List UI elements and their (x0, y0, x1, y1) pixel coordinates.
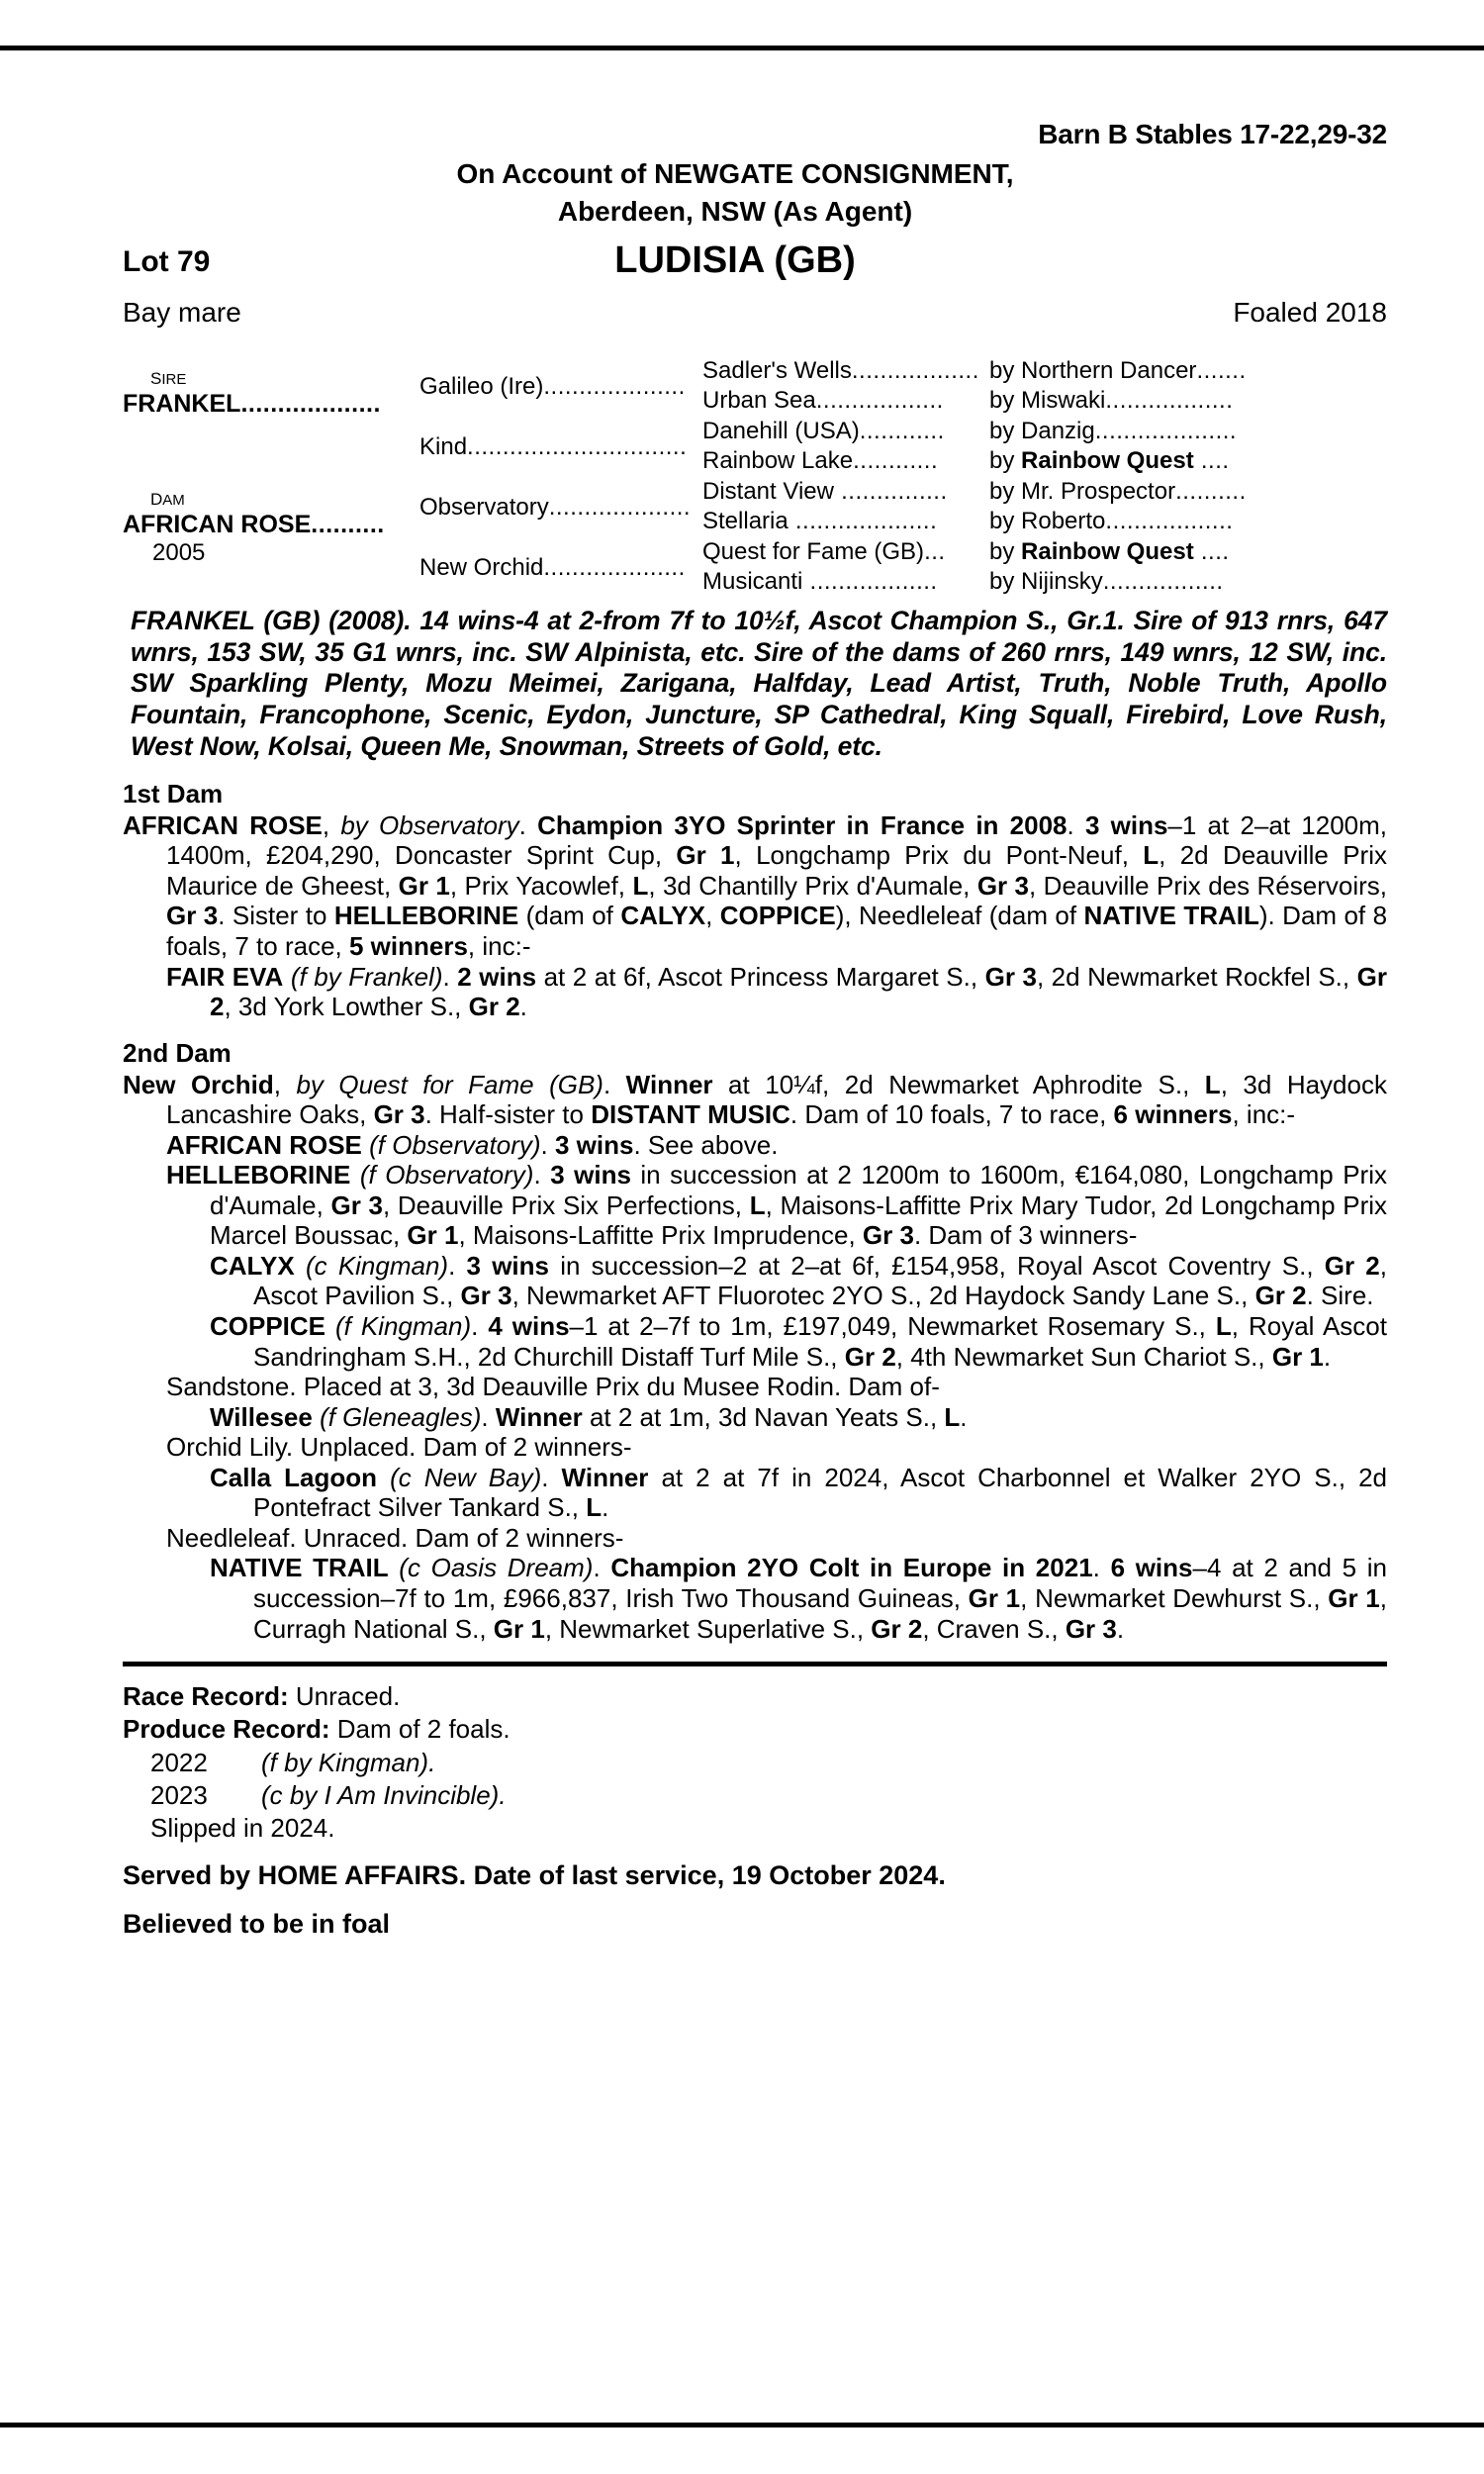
pedigree-g4-name: Danzig (1021, 417, 1095, 444)
barn-stables-label: Barn B Stables 17-22,29-32 (1038, 119, 1387, 149)
first-dam-heading: 1st Dam (123, 778, 224, 809)
pedigree-g2-row (419, 356, 696, 417)
pedigree-g4-row (989, 477, 1387, 508)
pedigree-g3-name: Rainbow Lake (702, 447, 854, 475)
sire-name-dots: ................... (240, 390, 381, 419)
pedigree-g4-by: by (989, 417, 1022, 444)
pedigree-g4-dots: .................... (1094, 417, 1238, 444)
pedigree-g2-name: Galileo (Ire) (419, 372, 544, 400)
dam-name (123, 511, 419, 539)
produce-record-label: Produce Record: (123, 1714, 330, 1745)
pedigree-g3-name: Distant View (702, 477, 834, 505)
pedigree-g4-name: Rainbow Quest (1021, 447, 1194, 475)
pedigree-g3-row (702, 507, 989, 537)
pedigree-g3-dots: ............... (833, 477, 948, 505)
pedigree-g3-row (702, 477, 989, 508)
pedigree-g3-dots: .................. (851, 356, 979, 384)
produce-detail: (c by I Am Invincible). (261, 1779, 507, 1810)
page-top-rule (0, 46, 1484, 50)
sire-name (123, 390, 419, 419)
pedigree-g3-dots: ............ (859, 417, 945, 444)
colour-and-sex: Bay mare (123, 296, 241, 328)
pedigree-g3-dots: .................... (788, 508, 938, 535)
pedigree-g4-by: by (989, 508, 1022, 535)
page-content (123, 119, 1387, 1943)
produce-row (123, 1747, 1387, 1779)
pedigree-g4-by: by (989, 447, 1022, 475)
dam-block (123, 485, 419, 567)
pedigree-table (123, 356, 1387, 602)
pedigree-g3-name: Sadler's Wells (702, 356, 852, 384)
pedigree-entry: COPPICE (f Kingman). 4 wins–1 at 2–7f to 1m, £197,049, Newmarket Rosemary S., L, Royal Ascot Sandringham S.H., 2d Churchill Distaff Turf Mile S., Gr 2, 4th Newmarket Sun Chariot S., Gr 1. (210, 1311, 1387, 1372)
race-record-label: Race Record: (123, 1681, 289, 1712)
pedigree-g4-by: by (989, 477, 1022, 505)
pedigree-g4-name: Miswaki (1021, 387, 1106, 415)
records-divider (123, 1662, 1387, 1666)
produce-record-line (123, 1713, 1387, 1746)
pedigree-generation-1 (123, 356, 419, 602)
pedigree-g4-name: Rainbow Quest (1021, 537, 1194, 565)
pedigree-g4-row (989, 507, 1387, 537)
pedigree-g3-name: Urban Sea (702, 387, 816, 415)
pedigree-g2-row (419, 537, 696, 598)
pedigree-g2-row (419, 417, 696, 477)
pedigree-entry: New Orchid, by Quest for Fame (GB). Winner at 10¼f, 2d Newmarket Aphrodite S., L, 3d Haydock Lancashire Oaks, Gr 3. Half-sister to DISTANT MUSIC. Dam of 10 foals, 7 to race, 6 winners, inc:- (123, 1069, 1387, 1130)
pedigree-g3-name: Stellaria (702, 508, 788, 535)
pedigree-g4-dots: ....... (1196, 356, 1247, 384)
pedigree-g2-name: Observatory (419, 493, 549, 521)
dam-foaled-year: 2005 (152, 539, 206, 567)
pedigree-entry: Calla Lagoon (c New Bay). Winner at 2 at 7f in 2024, Ascot Charbonnel et Walker 2YO S., 2d Pontefract Silver Tankard S., L. (210, 1462, 1387, 1523)
dam-label: dam (150, 483, 185, 511)
page-bottom-rule (0, 2423, 1484, 2427)
pedigree-g4-dots: ................. (1102, 568, 1224, 596)
pedigree-g4-name: Mr. Prospector (1021, 477, 1176, 505)
pedigree-g4-row (989, 417, 1387, 447)
pedigree-g4-dots: .......... (1175, 477, 1247, 505)
pedigree-g3-dots: ............ (853, 447, 939, 475)
pedigree-g4-name: Roberto (1021, 508, 1106, 535)
sire-label: sire (150, 362, 187, 390)
dam-name-dots: .......... (311, 511, 385, 539)
pedigree-g4-row (989, 386, 1387, 417)
pedigree-g2-dots: .................... (548, 493, 692, 521)
pedigree-g4-dots: .... (1193, 447, 1230, 475)
pedigree-g4-dots: .................. (1105, 387, 1234, 415)
pedigree-g3-row (702, 567, 989, 598)
pedigree-g2-dots: .................... (543, 372, 686, 400)
pedigree-entry: CALYX (c Kingman). 3 wins in succession–2 at 2–at 6f, £154,958, Royal Ascot Coventry S., Gr 2, Ascot Pavilion S., Gr 3, Newmarket AFT Fluorotec 2YO S., 2d Haydock Sandy Lane S., Gr 2. Sire. (210, 1250, 1388, 1311)
pedigree-g2-name: Kind (419, 432, 468, 460)
pedigree-g2-name: New Orchid (419, 553, 544, 581)
consignor-line-2: Aberdeen, NSW (As Agent) (557, 196, 913, 228)
second-dam-heading: 2nd Dam (123, 1037, 232, 1068)
race-record-line (123, 1680, 1387, 1713)
pedigree-entry: NATIVE TRAIL (c Oasis Dream). Champion 2YO Colt in Europe in 2021. 6 wins–4 at 2 and 5 in succession–7f to 1m, £966,837, Irish Two Thousand Guineas, Gr 1, Newmarket Dewhurst S., Gr 1, Curragh National S., Gr 1, Newmarket Superlative S., Gr 2, Craven S., Gr 3. (210, 1553, 1388, 1644)
pedigree-entry: Willesee (f Gleneagles). Winner at 2 at 1m, 3d Navan Yeats S., L. (210, 1401, 968, 1432)
pedigree-entry: Orchid Lily. Unplaced. Dam of 2 winners- (166, 1432, 632, 1463)
pedigree-g4-name: Nijinsky (1021, 568, 1103, 596)
in-foal-note: Believed to be in foal (123, 1909, 391, 1940)
pedigree-g3-dots: .................. (802, 568, 938, 596)
pedigree-g4-name: Northern Dancer (1021, 356, 1197, 384)
pedigree-g3-dots: ... (924, 537, 946, 565)
pedigree-generation-2 (419, 356, 696, 598)
pedigree-entry: Sandstone. Placed at 3, 3d Deauville Prix du Musee Rodin. Dam of- (166, 1372, 940, 1402)
description-row (123, 297, 1387, 338)
lot-and-name-row (123, 238, 1387, 287)
pedigree-g4-dots: .... (1193, 537, 1230, 565)
produce-detail: (f by Kingman). (261, 1747, 436, 1777)
pedigree-entry: FAIR EVA (f by Frankel). 2 wins at 2 at 6f, Ascot Princess Margaret S., Gr 3, 2d Newmarket Rockfel S., Gr 2, 3d York Lowther S., Gr 2. (166, 961, 1387, 1022)
pedigree-entry: HELLEBORINE (f Observatory). 3 wins in succession at 2 1200m to 1600m, €164,080, Longchamp Prix d'Aumale, Gr 3, Deauville Prix Six Perfections, L, Maisons-Laffitte Prix Mary Tudor, 2d Longchamp Prix Marcel Boussac, Gr 1, Maisons-Laffitte Prix Imprudence, Gr 3. Dam of 3 winners- (166, 1160, 1388, 1251)
race-record-value: Unraced. (295, 1681, 401, 1712)
second-dam-entries (123, 1070, 1387, 1644)
produce-row (123, 1779, 1387, 1812)
pedigree-g3-row (702, 386, 989, 417)
sire-name-text: FRANKEL (123, 390, 241, 419)
pedigree-g4-row (989, 567, 1387, 598)
pedigree-g3-name: Musicanti (702, 568, 803, 596)
pedigree-generation-3 (702, 356, 989, 598)
pedigree-generation-4 (989, 356, 1387, 598)
slipped-note: Slipped in 2024. (150, 1813, 335, 1844)
sire-block (123, 364, 419, 419)
pedigree-g3-row (702, 417, 989, 447)
consignor-line-1: On Account of NEWGATE CONSIGNMENT, (456, 158, 1014, 190)
pedigree-entry: Needleleaf. Unraced. Dam of 2 winners- (166, 1522, 624, 1553)
lot-number: Lot 79 (123, 244, 211, 278)
pedigree-g4-dots: .................. (1105, 508, 1234, 535)
pedigree-g3-dots: .................. (815, 387, 944, 415)
pedigree-g4-by: by (989, 356, 1022, 384)
pedigree-g4-row (989, 446, 1387, 477)
page-title: LUDISIA (GB) (614, 238, 856, 281)
pedigree-g4-by: by (989, 568, 1022, 596)
pedigree-g4-by: by (989, 537, 1022, 565)
pedigree-g3-name: Quest for Fame (GB) (702, 537, 925, 565)
pedigree-entry: AFRICAN ROSE (f Observatory). 3 wins. See above. (166, 1129, 779, 1160)
pedigree-entry: AFRICAN ROSE, by Observatory. Champion 3YO Sprinter in France in 2008. 3 wins–1 at 2–at 1200m, 1400m, £204,290, Doncaster Sprint Cup, Gr 1, Longchamp Prix du Pont-Neuf, L, 2d Deauville Prix Maurice de Gheest, Gr 1, Prix Yacowlef, L, 3d Chantilly Prix d'Aumale, Gr 3, Deauville Prix des Réservoirs, Gr 3. Sister to HELLEBORINE (dam of CALYX, COPPICE), Needleleaf (dam of NATIVE TRAIL). Dam of 8 foals, 7 to race, 5 winners, inc:- (123, 809, 1388, 962)
pedigree-g2-dots: ............................... (467, 432, 688, 460)
served-by-note: Served by HOME AFFAIRS. Date of last service, 19 October 2024. (123, 1860, 946, 1891)
pedigree-g3-row (702, 537, 989, 568)
pedigree-g2-row (419, 477, 696, 537)
pedigree-g3-name: Danehill (USA) (702, 417, 860, 444)
pedigree-g4-by: by (989, 387, 1022, 415)
pedigree-g4-row (989, 537, 1387, 568)
sire-summary-paragraph: FRANKEL (GB) (2008). 14 wins-4 at 2-from 7f to 10½f, Ascot Champion S., Gr.1. Sire of 913 rnrs, 647 wnrs, 153 SW, 35 G1 wnrs, inc. SW Alpinista, etc. Sire of the dams of 260 rnrs, 149 wnrs, 12 SW, inc. SW Sparkling Plenty, Mozu Meimei, Zarigana, Halfday, Lead Artist, Truth, Noble Truth, Apollo Fountain, Francophone, Scenic, Eydon, Juncture, SP Cathedral, King Squall, Firebird, Love Rush, West Now, Kolsai, Queen Me, Snowman, Streets of Gold, etc. (131, 605, 1387, 762)
pedigree-g3-row (702, 356, 989, 387)
produce-record-value: Dam of 2 foals. (336, 1714, 510, 1745)
pedigree-g4-row (989, 356, 1387, 387)
pedigree-g2-dots: .................... (543, 553, 686, 581)
first-dam-entries (123, 810, 1387, 1022)
pedigree-g3-row (702, 446, 989, 477)
produce-year: 2023 (150, 1779, 208, 1810)
dam-name-text: AFRICAN ROSE (123, 511, 312, 539)
foaled-year: Foaled 2018 (1233, 296, 1387, 328)
produce-year: 2022 (150, 1747, 208, 1777)
